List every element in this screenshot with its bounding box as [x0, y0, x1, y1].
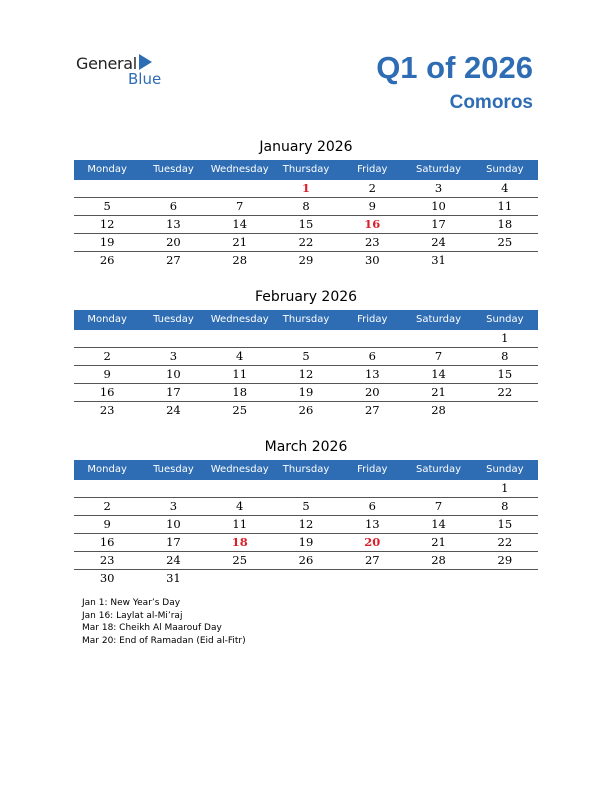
week-row	[74, 402, 538, 419]
day-cell: 20	[364, 535, 381, 549]
weekday-label: Friday	[357, 464, 388, 475]
day-cell: 25	[497, 235, 513, 249]
day-cell: 10	[431, 199, 446, 213]
logo-text-general: General	[76, 54, 137, 73]
weekday-label: Wednesday	[210, 164, 269, 175]
day-cell: 27	[166, 253, 181, 267]
weekday-label: Thursday	[282, 314, 330, 325]
holiday-note: Mar 20: End of Ramadan (Eid al-Fitr)	[82, 635, 246, 646]
day-cell	[273, 330, 339, 347]
holiday-note: Jan 16: Laylat al-Mi’raj	[82, 610, 183, 621]
weekday-label: Sunday	[486, 164, 524, 175]
day-cell: 26	[99, 253, 115, 267]
day-cell	[339, 480, 405, 497]
day-cell: 5	[103, 199, 111, 213]
day-cell	[472, 402, 538, 419]
day-cell: 6	[368, 499, 376, 513]
weekday-label: Sunday	[486, 464, 524, 475]
day-cell: 20	[364, 385, 380, 399]
logo-text-blue: Blue	[128, 70, 162, 88]
day-cell: 1	[501, 331, 509, 345]
day-cell: 10	[166, 367, 181, 381]
month-february	[74, 288, 538, 419]
day-cell: 31	[431, 253, 446, 267]
weekday-header	[74, 160, 538, 180]
day-cell: 10	[166, 517, 181, 531]
week-row	[74, 330, 538, 348]
day-cell	[207, 570, 273, 587]
week-row	[74, 198, 538, 216]
day-cell: 9	[103, 367, 111, 381]
weekday-label: Friday	[357, 164, 388, 175]
day-cell: 2	[103, 349, 111, 363]
day-cell: 4	[501, 181, 509, 195]
day-cell: 14	[431, 517, 446, 531]
day-cell: 7	[434, 499, 443, 513]
day-cell: 12	[298, 517, 314, 531]
day-cell	[140, 330, 206, 347]
day-cell	[140, 180, 206, 197]
day-cell: 18	[497, 217, 513, 231]
day-cell: 19	[298, 385, 314, 399]
week-row	[74, 366, 538, 384]
weekday-label: Monday	[87, 314, 127, 325]
day-cell	[405, 480, 471, 497]
day-cell: 21	[232, 235, 248, 249]
day-cell	[207, 180, 273, 197]
weekday-label: Sunday	[486, 314, 524, 325]
day-cell: 26	[298, 403, 314, 417]
weekday-label: Thursday	[282, 164, 330, 175]
day-cell: 3	[169, 349, 178, 363]
weekday-label: Thursday	[282, 464, 330, 475]
day-cell: 14	[232, 217, 248, 231]
day-cell: 19	[298, 535, 314, 549]
week-row	[74, 252, 538, 269]
day-cell: 19	[99, 235, 115, 249]
month-title: March 2026	[264, 439, 348, 455]
day-cell: 29	[298, 253, 314, 267]
day-cell: 9	[103, 517, 111, 531]
day-cell	[273, 480, 339, 497]
weekday-label: Tuesday	[153, 164, 194, 175]
weekday-label: Saturday	[416, 164, 462, 175]
day-cell: 15	[497, 517, 513, 531]
day-cell	[140, 480, 206, 497]
day-cell: 20	[166, 235, 181, 249]
page-title: Q1 of 2026	[376, 50, 533, 85]
day-cell: 5	[302, 499, 310, 513]
weekday-label: Friday	[357, 314, 388, 325]
day-cell: 23	[99, 553, 115, 567]
week-row	[74, 480, 538, 498]
day-cell: 25	[232, 553, 248, 567]
week-row	[74, 348, 538, 366]
day-cell: 8	[501, 499, 509, 513]
day-cell: 18	[232, 385, 248, 399]
day-cell: 11	[232, 367, 248, 381]
day-cell: 6	[368, 349, 376, 363]
month-march	[74, 438, 538, 587]
day-cell: 28	[431, 553, 446, 567]
day-cell	[405, 330, 471, 347]
day-cell: 7	[236, 199, 244, 213]
day-cell: 15	[298, 217, 314, 231]
day-cell: 26	[298, 553, 314, 567]
week-row	[74, 516, 538, 534]
week-row	[74, 234, 538, 252]
weekday-label: Wednesday	[210, 464, 269, 475]
day-cell: 22	[497, 535, 513, 549]
day-cell: 17	[431, 217, 446, 231]
month-january	[74, 138, 538, 269]
weekday-label: Tuesday	[153, 314, 194, 325]
day-cell: 3	[169, 499, 178, 513]
day-cell	[207, 330, 273, 347]
month-title: February 2026	[254, 289, 358, 305]
day-cell: 24	[431, 235, 446, 249]
day-cell: 17	[166, 385, 181, 399]
weekday-header	[74, 310, 538, 330]
day-cell: 9	[368, 199, 376, 213]
weekday-label: Saturday	[416, 464, 462, 475]
day-cell: 27	[364, 553, 380, 567]
week-row	[74, 498, 538, 516]
day-cell: 23	[99, 403, 115, 417]
day-cell: 11	[497, 199, 513, 213]
day-cell	[74, 330, 140, 347]
day-cell: 22	[298, 235, 314, 249]
day-cell: 17	[166, 535, 181, 549]
day-cell: 24	[166, 553, 181, 567]
weekday-label: Wednesday	[210, 314, 269, 325]
day-cell: 12	[298, 367, 314, 381]
day-cell: 30	[364, 253, 380, 267]
day-cell: 16	[99, 385, 115, 399]
weekday-label: Monday	[87, 164, 127, 175]
day-cell: 30	[99, 571, 115, 585]
day-cell	[273, 570, 339, 587]
day-cell	[472, 570, 538, 587]
day-cell: 13	[166, 217, 181, 231]
day-cell: 16	[364, 217, 381, 231]
day-cell	[405, 570, 471, 587]
day-cell: 28	[431, 403, 446, 417]
brand-logo	[76, 52, 176, 88]
day-cell: 12	[99, 217, 115, 231]
week-row	[74, 552, 538, 570]
day-cell: 3	[434, 181, 443, 195]
day-cell: 6	[169, 199, 178, 213]
day-cell: 2	[103, 499, 111, 513]
month-title: January 2026	[259, 139, 353, 155]
day-cell: 4	[236, 349, 244, 363]
logo-flag-icon	[139, 54, 152, 70]
day-cell: 4	[236, 499, 244, 513]
day-cell	[74, 480, 140, 497]
day-cell: 11	[232, 517, 248, 531]
day-cell: 15	[497, 367, 513, 381]
weekday-label: Tuesday	[153, 464, 194, 475]
day-cell: 5	[302, 349, 310, 363]
weekday-header	[74, 460, 538, 480]
day-cell: 1	[501, 481, 509, 495]
day-cell: 29	[497, 553, 513, 567]
day-cell: 22	[497, 385, 513, 399]
day-cell	[207, 480, 273, 497]
week-row	[74, 534, 538, 552]
day-cell: 2	[368, 181, 376, 195]
holiday-notes	[82, 597, 246, 647]
week-row	[74, 180, 538, 198]
day-cell: 31	[166, 571, 181, 585]
day-cell: 8	[501, 349, 509, 363]
weekday-label: Monday	[87, 464, 127, 475]
week-row	[74, 384, 538, 402]
day-cell: 7	[434, 349, 443, 363]
week-row	[74, 570, 538, 587]
holiday-note: Jan 1: New Year’s Day	[82, 598, 181, 608]
day-cell	[472, 252, 538, 269]
day-cell: 16	[99, 535, 115, 549]
day-cell	[339, 330, 405, 347]
day-cell: 14	[431, 367, 446, 381]
week-row	[74, 216, 538, 234]
day-cell: 27	[364, 403, 380, 417]
day-cell: 28	[232, 253, 248, 267]
day-cell: 13	[364, 517, 380, 531]
day-cell	[339, 570, 405, 587]
day-cell: 21	[431, 535, 446, 549]
weekday-label: Saturday	[416, 314, 462, 325]
day-cell: 13	[364, 367, 380, 381]
day-cell: 25	[232, 403, 248, 417]
day-cell: 8	[302, 199, 310, 213]
day-cell: 1	[301, 181, 310, 195]
day-cell: 24	[166, 403, 181, 417]
day-cell: 23	[364, 235, 380, 249]
day-cell	[74, 180, 140, 197]
day-cell: 21	[431, 385, 446, 399]
holiday-note: Mar 18: Cheikh Al Maarouf Day	[82, 623, 222, 633]
country-name: Comoros	[449, 92, 533, 113]
day-cell: 18	[231, 535, 248, 549]
